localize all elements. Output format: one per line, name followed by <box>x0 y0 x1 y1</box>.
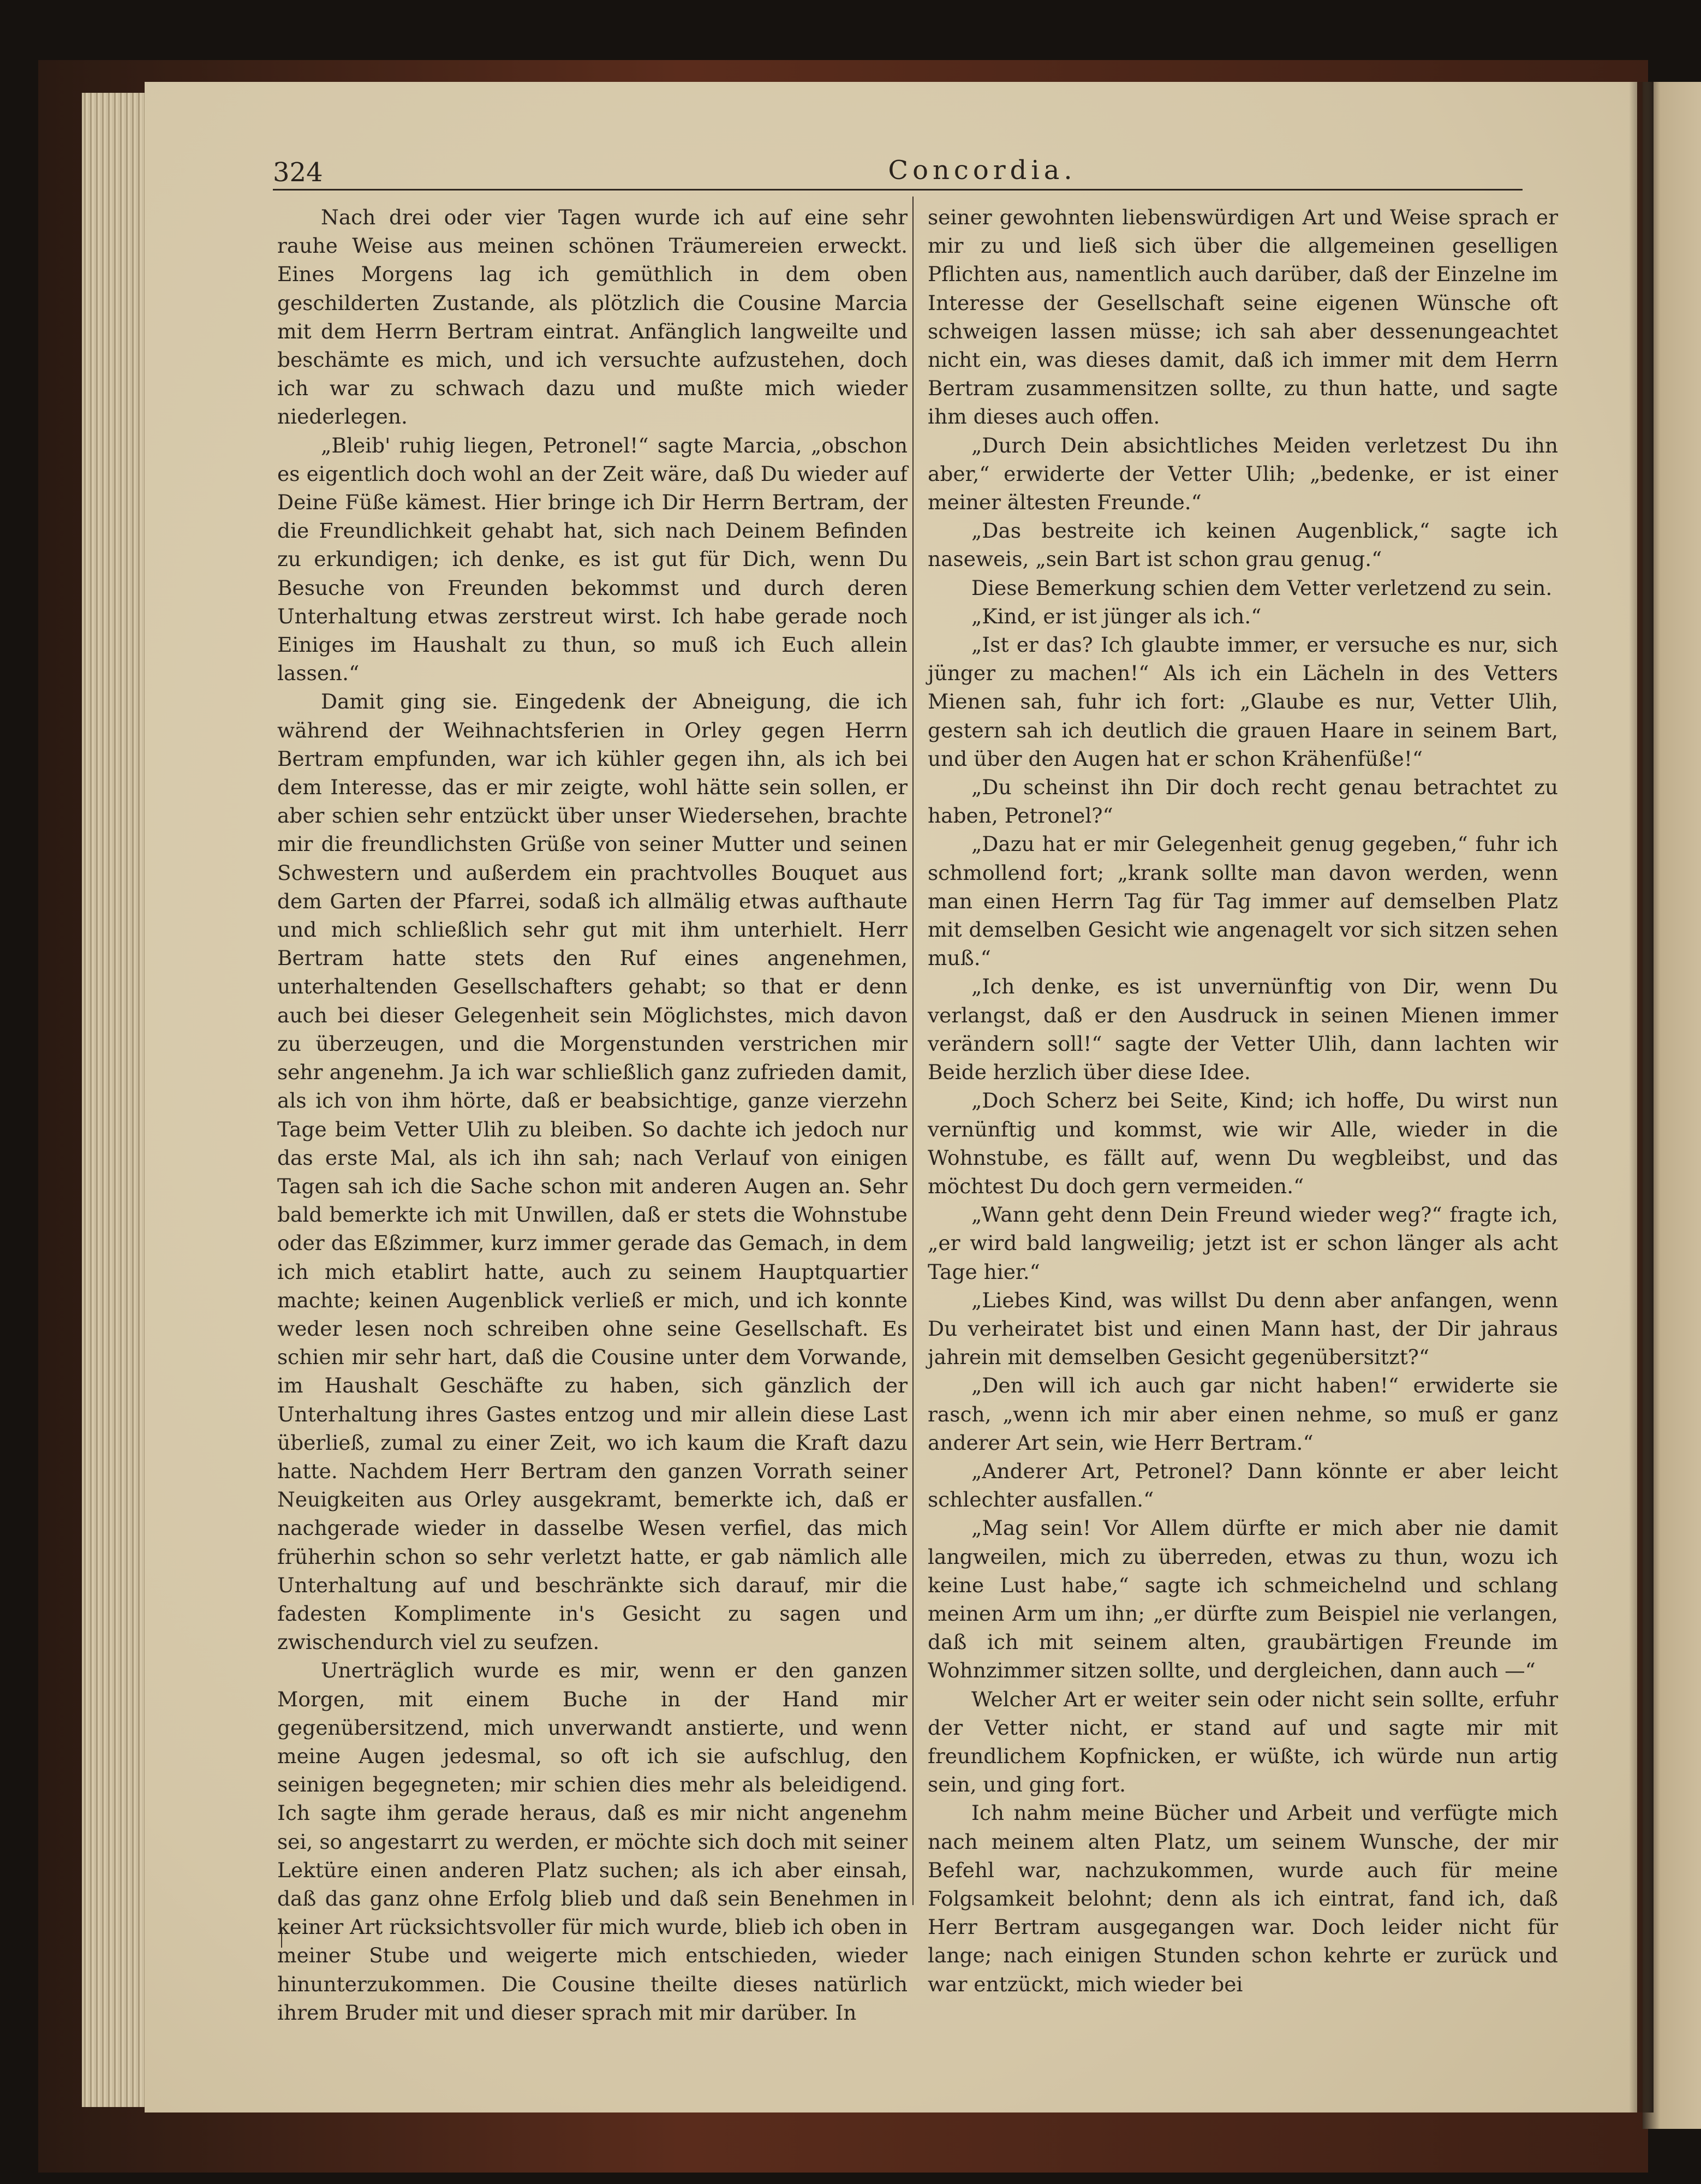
paragraph: Diese Bemerkung schien dem Vetter verletzend zu sein. <box>971 575 1553 600</box>
left-column <box>277 203 908 2027</box>
paragraph: „Anderer Art, Petronel? Dann könnte er aber leicht schlechter ausfallen.“ <box>928 1459 1558 1512</box>
paragraph: „Dazu hat er mir Gelegenheit genug gegeben,“ fuhr ich schmollend fort; „krank sollte man davon werden, wenn man einen Herrn Tag für Tag immer auf demselben Platz mit demselben Gesicht wie angenagelt vor sich sitzen sehen muß.“ <box>928 832 1558 971</box>
gutter-shadow <box>1629 82 1654 2112</box>
column-divider <box>912 197 914 1905</box>
paragraph: Welcher Art er weiter sein oder nicht sein sollte, erfuhr der Vetter nicht, er stand auf und sagte mir mit freundlichem Kopfnicken, er wüßte, ich würde nun artig sein, und ging fort. <box>928 1687 1558 1797</box>
paragraph: Damit ging sie. Eingedenk der Abneigung, die ich während der Weihnachtsferien in Orley gegen Herrn Bertram empfunden, war ich kühler gegen ihn, als ich bei dem Interesse, das er mir zeigte, wohl hätte sein sollen, er aber schien sehr entzückt über unser Wiedersehen, brachte mir die freundlichsten Grüße von seiner Mutter und seinen Schwestern und außerdem ein prachtvolles Bouquet aus dem Garten der Pfarrei, sodaß ich allmälig etwas aufthaute und mich schließlich sehr gut mit ihm unterhielt. Herr Bertram hatte stets den Ruf eines angenehmen, unterhaltenden Gesellschafters gehabt; so that er denn auch bei dieser Gelegenheit sein Möglichstes, mich davon zu überzeugen, und die Morgenstunden verstrichen mir sehr angenehm. Ja ich war schließlich ganz zufrieden damit, als ich von ihm hörte, daß er beabsichtige, ganze vierzehn Tage beim Vetter Ulih zu bleiben. So dachte ich jedoch nur das erste Mal, als ich ihn sah; nach Verlauf von einigen Tagen sah ich die Sache schon mit anderen Augen an. Sehr bald bemerkte ich mit Unwillen, daß er stets die Wohnstube oder das Eßzimmer, kurz immer gerade das Gemach, in dem ich mich etablirt hatte, auch zu seinem Hauptquartier machte; keinen Augenblick verließ er mich, und ich konnte weder lesen noch schreiben ohne seine Gesellschaft. Es schien mir sehr hart, daß die Cousine unter dem Vorwande, im Haushalt Geschäfte zu haben, sich gänzlich der Unterhaltung ihres Gastes entzog und mir allein diese Last überließ, zumal zu einer Zeit, wo ich kaum die Kraft dazu hatte. Nachdem Herr Bertram den ganzen Vorrath seiner Neuigkeiten aus Orley ausgekramt, bemerkte ich, daß er nachgerade wieder in dasselbe Wesen verfiel, das mich früherhin schon so sehr verletzt hatte, er gab nämlich alle Unterhaltung auf und beschränkte sich darauf, mir die fadesten Komplimente in's Gesicht zu sagen und zwischendurch viel zu seufzen. <box>277 689 908 1655</box>
paragraph: „Doch Scherz bei Seite, Kind; ich hoffe, Du wirst nun vernünftig und kommst, wie wir Alle, wieder in die Wohnstube, es fällt auf, wenn Du wegbleibst, und das möchtest Du doch gern vermeiden.“ <box>928 1088 1558 1198</box>
paragraph: „Ich denke, es ist unvernünftig von Dir, wenn Du verlangst, daß er den Ausdruck in seinen Mienen immer verändern soll!“ sagte der Vetter Ulih, dann lachten wir Beide herzlich über diese Idee. <box>928 974 1558 1085</box>
paragraph: Unerträglich wurde es mir, wenn er den ganzen Morgen, mit einem Buche in der Hand mir gegenübersitzend, mich unverwandt anstierte, und wenn meine Augen jedesmal, so oft ich sie aufschlug, den seinigen begegneten; mir schien dies mehr als beleidigend. Ich sagte ihm gerade heraus, daß es mir nicht angenehm sei, so angestarrt zu werden, er möchte sich doch mit seiner Lektüre einen anderen Platz suchen; als ich aber einsah, daß das ganz ohne Erfolg blieb und daß sein Benehmen in keiner Art rücksichtsvoller für mich wurde, blieb ich oben in meiner Stube und weigerte mich entschieden, wieder hinunterzukommen. Die Cousine theilte dieses natürlich ihrem Bruder mit und dieser sprach mit mir darüber. In <box>277 1658 908 2025</box>
right-column <box>928 203 1558 1998</box>
paragraph: „Kind, er ist jünger als ich.“ <box>971 604 1262 628</box>
page-number: 324 <box>273 157 323 188</box>
paragraph: Nach drei oder vier Tagen wurde ich auf eine sehr rauhe Weise aus meinen schönen Träumereien erweckt. Eines Morgens lag ich gemüthlich in dem oben geschilderten Zustande, als plötzlich die Cousine Marcia mit dem Herrn Bertram eintrat. Anfänglich langweilte und beschämte es mich, und ich versuchte aufzustehen, doch ich war zu schwach dazu und mußte mich wieder niederlegen. <box>277 205 908 429</box>
paragraph: „Bleib' ruhig liegen, Petronel!“ sagte Marcia, „obschon es eigentlich doch wohl an der Zeit wäre, daß Du wieder auf Deine Füße kämest. Hier bringe ich Dir Herrn Bertram, der die Freundlichkeit gehabt hat, sich nach Deinem Befinden zu erkundigen; ich denke, es ist gut für Dich, wenn Du Besuche von Freunden bekommst und durch deren Unterhaltung etwas zerstreut wirst. Ich habe gerade noch Einiges im Haushalt zu thun, so muß ich Euch allein lassen.“ <box>277 433 908 686</box>
paragraph: „Wann geht denn Dein Freund wieder weg?“ fragte ich, „er wird bald langweilig; jetzt ist er schon länger als acht Tage hier.“ <box>928 1203 1558 1284</box>
paragraph: Ich nahm meine Bücher und Arbeit und verfügte mich nach meinem alten Platz, um seinem Wunsche, der mir Befehl war, nachzukommen, wurde auch für meine Folgsamkeit belohnt; denn als ich eintrat, fand ich, daß Herr Bertram ausgegangen war. Doch leider nicht für lange; nach einigen Stunden schon kehrte er zurück und war entzückt, mich wieder bei <box>928 1801 1558 1996</box>
header-rule <box>273 189 1523 191</box>
paragraph: „Mag sein! Vor Allem dürfte er mich aber nie damit langweilen, mich zu überreden, etwas zu thun, wozu ich keine Lust habe,“ sagte ich schmeichelnd und schlang meinen Arm um ihn; „er dürfte zum Beispiel nie verlangen, daß ich mit seinem alten, graubärtigen Freunde im Wohnzimmer sitzen sollte, und dergleichen, dann auch —“ <box>928 1516 1558 1683</box>
paragraph: „Du scheinst ihn Dir doch recht genau betrachtet zu haben, Petronel?“ <box>928 775 1558 828</box>
paragraph: seiner gewohnten liebenswürdigen Art und Weise sprach er mir zu und ließ sich über die allgemeinen geselligen Pflichten aus, namentlich auch darüber, daß der Einzelne im Interesse der Gesellschaft seine eigenen Wünsche oft schweigen lassen müsse; ich sah aber dessenungeachtet nicht ein, was dieses damit, daß ich immer mit dem Herrn Bertram zusammensitzen sollte, zu thun hatte, und sagte ihm dieses auch offen. <box>928 205 1558 429</box>
paragraph: „Liebes Kind, was willst Du denn aber anfangen, wenn Du verheiratet bist und einen Mann hast, der Dir jahraus jahrein mit demselben Gesicht gegenübersitzt?“ <box>928 1288 1558 1370</box>
paragraph: „Den will ich auch gar nicht haben!“ erwiderte sie rasch, „wenn ich mir aber einen nehme, so muß er ganz anderer Art sein, wie Herr Bertram.“ <box>928 1373 1558 1455</box>
paragraph: „Das bestreite ich keinen Augenblick,“ sagte ich naseweis, „sein Bart ist schon grau genug.“ <box>928 519 1558 572</box>
running-title: Concordia. <box>888 155 1077 186</box>
paragraph: „Durch Dein absichtliches Meiden verletzest Du ihn aber,“ erwiderte der Vetter Ulih; „bedenke, er ist einer meiner ältesten Freunde.“ <box>928 433 1558 515</box>
paragraph: „Ist er das? Ich glaubte immer, er versuche es nur, sich jünger zu machen!“ Als ich ein Lächeln in des Vetters Mienen sah, fuhr ich fort: „Glaube es nur, Vetter Ulih, gestern sah ich deutlich die grauen Haare in seinem Bart, und über den Augen hat er schon Krähenfüße!“ <box>928 633 1558 771</box>
